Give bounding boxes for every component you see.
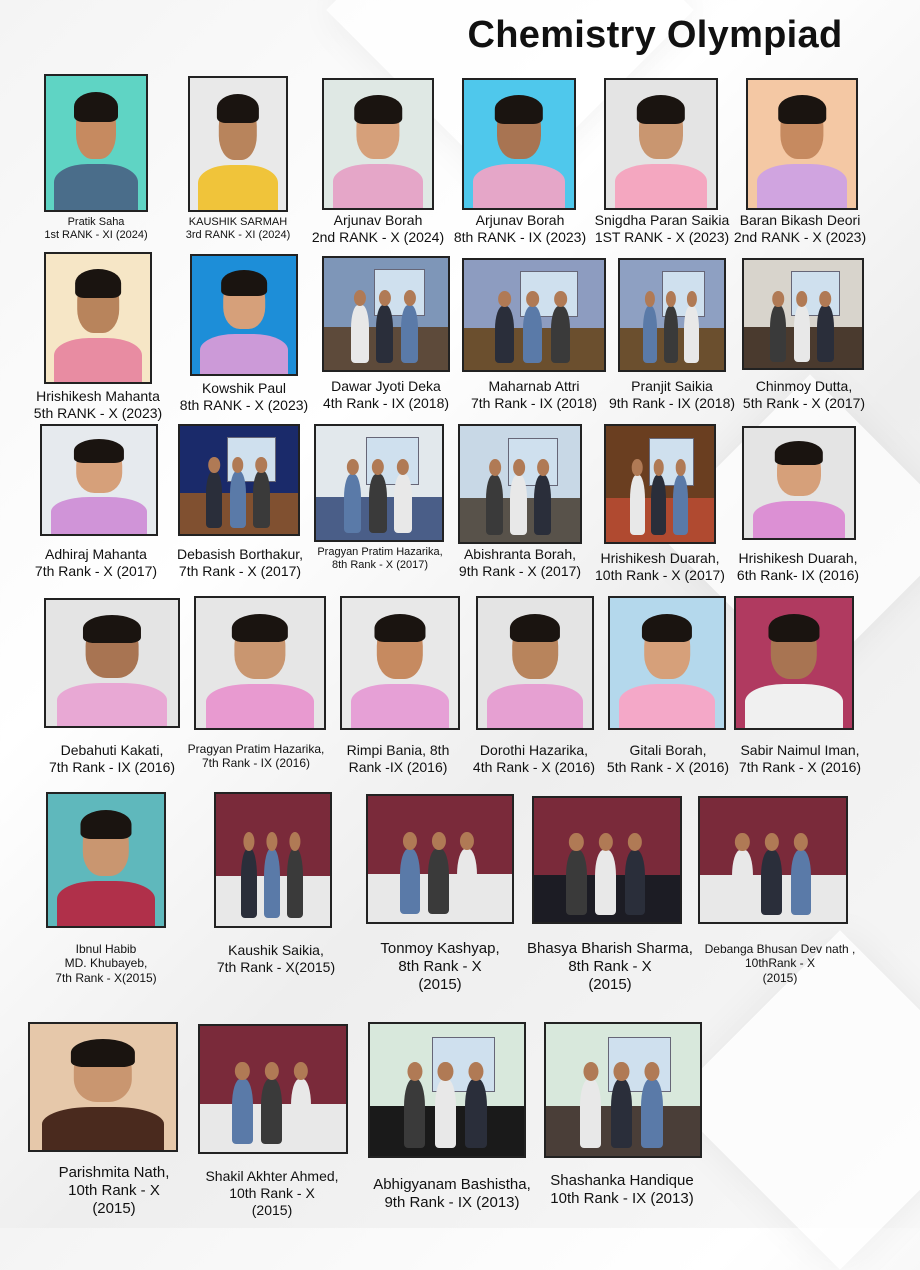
award-ceremony-photo: [322, 256, 450, 372]
winner-caption: [515, 940, 705, 994]
winner-caption: [709, 378, 899, 412]
winner-name: Parishmita Nath,: [58, 1164, 170, 1181]
winner-name: Rimpi Bania, 8th: [346, 742, 450, 758]
winner-name: Hrishikesh Mahanta: [36, 388, 160, 404]
award-ceremony-photo: [544, 1022, 702, 1158]
winner-caption: [345, 940, 535, 994]
winner-rank: 10thRank - X: [744, 956, 816, 971]
winner-name: Debasish Borthakur,: [176, 546, 304, 562]
winner-rank: 1st RANK - XI (2024): [44, 229, 148, 242]
award-ceremony-photo: [462, 258, 606, 372]
student-portrait-photo: [194, 596, 326, 730]
award-ceremony-photo: [458, 424, 582, 544]
winner-rank: 4th Rank - IX (2018): [322, 394, 450, 411]
winner-rank: 10th Rank - IX (2013): [550, 1190, 694, 1207]
winner-rank: 7th Rank - X(2015): [216, 958, 336, 975]
winner-rank: 10th Rank - X: [229, 1184, 315, 1201]
winner-rank: 8th Rank - X (2017): [332, 559, 428, 572]
student-portrait-photo: [742, 426, 856, 540]
winner-caption: [357, 1176, 547, 1212]
winner-rank: 7th Rank - IX (2018): [470, 394, 598, 411]
winner-rank: (2015): [92, 1200, 136, 1217]
winner-name: Maharnab Attri: [488, 378, 580, 394]
winner-rank: MD. Khubayeb,: [64, 956, 148, 971]
winner-name: Arjunav Borah: [333, 212, 423, 228]
winner-name: Hrishikesh Duarah,: [738, 550, 858, 566]
winner-name: Arjunav Borah: [475, 212, 565, 228]
winner-rank: Rank -IX (2016): [348, 758, 448, 775]
winner-rank: 5th Rank - X (2017): [742, 394, 866, 411]
winner-name: Snigdha Paran Saikia: [594, 212, 730, 228]
student-portrait-photo: [340, 596, 460, 730]
winner-name: Adhiraj Mahanta: [45, 546, 147, 562]
winner-name: Shashanka Handique: [550, 1172, 694, 1189]
winner-rank: 7th Rank - IX (2016): [48, 758, 176, 775]
student-portrait-photo: [322, 78, 434, 210]
winner-rank: (2015): [588, 976, 632, 993]
award-ceremony-photo: [366, 794, 514, 924]
award-ceremony-photo: [198, 1024, 348, 1154]
winner-name: Debanga Bhusan Dev nath ,: [704, 942, 856, 956]
award-ceremony-photo: [698, 796, 848, 924]
award-ceremony-photo: [214, 792, 332, 928]
student-portrait-photo: [40, 424, 158, 536]
winner-rank: 9th Rank - IX (2018): [608, 394, 736, 411]
winner-name: Abishranta Borah,: [463, 546, 577, 562]
winner-rank: 2nd RANK - X (2023): [733, 228, 867, 245]
student-portrait-photo: [476, 596, 594, 730]
winner-name: Chinmoy Dutta,: [755, 378, 853, 394]
winner-rank: (2015): [251, 1201, 293, 1218]
winner-rank: 2nd RANK - X (2024): [311, 228, 445, 245]
winner-name: Shakil Akhter Ahmed,: [205, 1168, 339, 1184]
award-ceremony-photo: [178, 424, 300, 536]
winner-name: Baran Bikash Deori: [739, 212, 861, 228]
winner-name: Dawar Jyoti Deka: [331, 378, 441, 394]
winner-rank: 6th Rank- IX (2016): [736, 566, 860, 583]
winner-rank: 10th Rank - X (2017): [595, 566, 725, 583]
winner-caption: [527, 1172, 717, 1208]
winner-name: Gitali Borah,: [629, 742, 707, 758]
student-portrait-photo: [604, 78, 718, 210]
winner-name: KAUSHIK SARMAH: [188, 216, 288, 228]
student-portrait-photo: [190, 254, 298, 376]
winner-rank: 9th Rank - IX (2013): [384, 1194, 520, 1211]
winner-caption: [705, 742, 895, 776]
page-title: Chemistry Olympiad: [467, 14, 843, 56]
award-ceremony-photo: [742, 258, 864, 370]
winner-name: Debahuti Kakati,: [60, 742, 164, 758]
award-ceremony-photo: [314, 424, 444, 542]
winner-name: Ibnul Habib: [75, 942, 137, 956]
winner-rank: 1ST RANK - X (2023): [594, 228, 730, 245]
award-ceremony-photo: [618, 258, 726, 372]
student-portrait-photo: [44, 252, 152, 384]
winner-name: Abhigyanam Bashistha,: [373, 1176, 531, 1193]
winner-rank: (2015): [762, 970, 798, 985]
winner-rank: 3rd RANK - XI (2024): [185, 229, 291, 242]
winner-rank: 7th Rank - X (2016): [738, 758, 862, 775]
winner-rank: 7th Rank - IX (2016): [201, 756, 311, 771]
student-portrait-photo: [46, 792, 166, 928]
winner-rank: 8th Rank - X: [568, 958, 652, 975]
winner-rank: 8th RANK - X (2023): [179, 396, 309, 413]
student-portrait-photo: [188, 76, 288, 212]
student-portrait-photo: [28, 1022, 178, 1152]
student-portrait-photo: [44, 74, 148, 212]
winner-name: Pragyan Pratim Hazarika,: [187, 742, 325, 756]
winner-rank: 7th Rank - X (2017): [34, 562, 158, 579]
winner-caption: [181, 942, 371, 976]
winner-name: Hrishikesh Duarah,: [600, 550, 720, 566]
winner-name: Pragyan Pratim Hazarika,: [317, 546, 443, 558]
winner-rank: 10th Rank - X: [68, 1182, 160, 1199]
student-portrait-photo: [734, 596, 854, 730]
winner-name: Bhasya Bharish Sharma,: [527, 940, 693, 957]
student-portrait-photo: [746, 78, 858, 210]
winner-rank: 8th RANK - IX (2023): [453, 228, 587, 245]
winner-rank: 7th Rank - X (2017): [178, 562, 302, 579]
winner-name: Pratik Saha: [67, 216, 125, 228]
student-portrait-photo: [44, 598, 180, 728]
award-ceremony-photo: [604, 424, 716, 544]
winner-name: Dorothi Hazarika,: [479, 742, 589, 758]
award-ceremony-photo: [368, 1022, 526, 1158]
student-portrait-photo: [608, 596, 726, 730]
winner-rank: 5th Rank - X (2016): [606, 758, 730, 775]
winner-name: Sabir Naimul Iman,: [740, 742, 860, 758]
winner-rank: (2015): [418, 976, 462, 993]
winner-rank: 4th Rank - X (2016): [472, 758, 596, 775]
winner-caption: [705, 212, 895, 246]
winner-caption: [703, 550, 893, 584]
winner-rank: 8th Rank - X: [398, 958, 482, 975]
winner-name: Kowshik Paul: [201, 380, 287, 396]
winner-caption: [177, 1168, 367, 1218]
winner-name: Tonmoy Kashyap,: [380, 940, 500, 957]
winner-caption: [11, 942, 201, 985]
student-portrait-photo: [462, 78, 576, 210]
winner-caption: [685, 942, 875, 985]
winner-rank: 7th Rank - X(2015): [55, 970, 157, 985]
award-ceremony-photo: [532, 796, 682, 924]
winner-name: Pranjit Saikia: [631, 378, 713, 394]
winner-rank: 9th Rank - X (2017): [458, 562, 582, 579]
winner-rank: 5th RANK - X (2023): [33, 404, 163, 421]
winner-name: Kaushik Saikia,: [228, 942, 324, 958]
